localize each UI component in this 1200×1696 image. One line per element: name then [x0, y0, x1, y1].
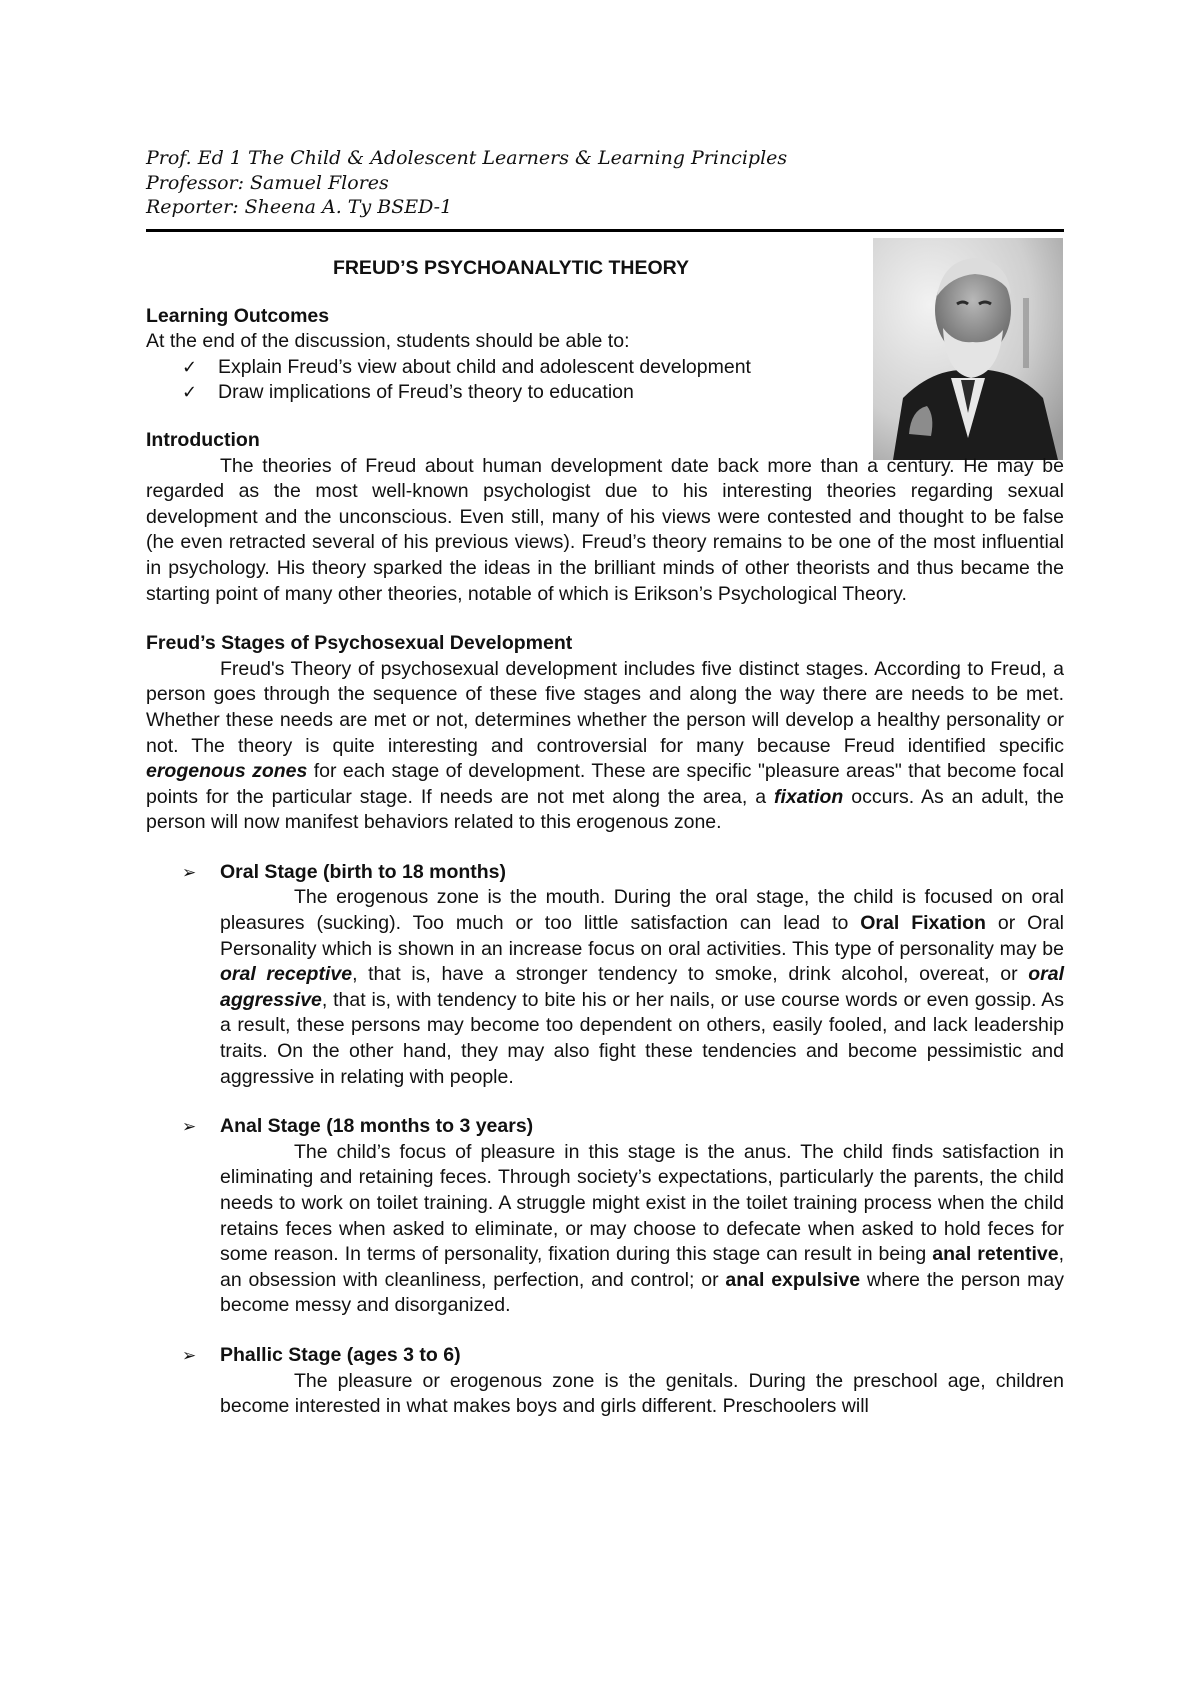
phallic-stage-heading-row — [182, 1343, 1064, 1369]
introduction-paragraph: The theories of Freud about human development date back more than a century. He may be regarded as the most well-known psychologist due to his interesting theories regarding sexual development and the unconscious. Even still, many of his views were contested and thought to be false (he even retracted several of his previous views). Freud’s theory remains to be one of the most influential in psychology. His theory sparked the ideas in the brilliant minds of other theorists and thus became the starting point of many other theories, notable of which is Erikson’s Psychological Theory. — [146, 454, 1064, 605]
arrow-bullet-icon: ➢ — [182, 1345, 197, 1365]
outcomes-list — [146, 355, 1064, 406]
learning-outcomes-section — [146, 304, 1064, 406]
introduction-section — [146, 428, 1064, 607]
oral-stage-heading-row — [182, 860, 1064, 886]
fixation-term: fixation — [774, 785, 844, 808]
header-divider — [146, 229, 1064, 232]
oral-stage-section — [182, 860, 1064, 1090]
stages-paragraph: Freud's Theory of psychosexual development includes five distinct stages. According to Freud, a person goes through the sequence of these five stages and along the way there are needs to be met. Whether these needs are met or not, determines whether the person will develop a healthy personality or not. The theory is quite interesting and controversial for many because Freud identified specific erogenous zones for each stage of development. These are specific "pleasure areas" that become focal points for the particular stage. If needs are not met along the area, a fixation occurs. As an adult, the person will now manifest behaviors related to this erogenous zone. — [146, 657, 1064, 834]
anal-stage-heading: Anal Stage (18 months to 3 years) — [220, 1115, 534, 1138]
learning-outcomes-heading: Learning Outcomes — [146, 304, 330, 327]
arrow-bullet-icon: ➢ — [182, 1117, 197, 1137]
phallic-stage-heading: Phallic Stage (ages 3 to 6) — [220, 1343, 461, 1366]
professor-line: Professor: Samuel Flores — [146, 171, 389, 194]
oral-stage-heading: Oral Stage (birth to 18 months) — [220, 860, 507, 883]
checkmark-icon: ✓ — [182, 356, 198, 377]
checkmark-icon: ✓ — [182, 382, 198, 403]
introduction-heading: Introduction — [146, 428, 260, 451]
oral-stage-paragraph: The erogenous zone is the mouth. During the oral stage, the child is focused on oral pleasures (sucking). Too much or too little satisfaction can lead to Oral Fixation or Oral Personality which is shown in an increase focus on oral activities. This type of personality may be oral receptive, that is, have a stronger tendency to smoke, drink alcohol, overeat, or oral aggressive, that is, with tendency to bite his or her nails, or use course words or even gossip. As a result, these persons may become too dependent on others, easily fooled, and lack leadership traits. On the other hand, they may also fight these tendencies and become pessimistic and aggressive in relating with people. — [220, 886, 1064, 1088]
anal-stage-section — [182, 1114, 1064, 1319]
reporter-line: Reporter: Sheena A. Ty BSED-1 — [146, 196, 453, 218]
erogenous-zones-term: erogenous zones — [146, 760, 308, 783]
list-item — [182, 355, 1064, 381]
phallic-stage-paragraph: The pleasure or erogenous zone is the genitals. During the preschool age, children become interested in what makes boys and girls different. Preschoolers will — [220, 1369, 1064, 1418]
page-title: FREUD’S PSYCHOANALYTIC THEORY — [332, 257, 690, 279]
stages-overview-section — [146, 631, 1064, 836]
outcome-text: Draw implications of Freud’s theory to education — [218, 381, 634, 404]
anal-stage-heading-row — [182, 1114, 1064, 1140]
outcome-text: Explain Freud’s view about child and adolescent development — [218, 355, 751, 378]
document-header — [146, 146, 1066, 220]
arrow-bullet-icon: ➢ — [182, 862, 197, 882]
list-item — [182, 380, 1064, 406]
anal-stage-paragraph: The child’s focus of pleasure in this stage is the anus. The child finds satisfaction in eliminating and retaining feces. Through society’s expectations, particularly the parents, the child needs to work on toilet training. A struggle might exist in the toilet training process when the child retains feces when asked to eliminate, or may choose to defecate when asked to hold feces for some reason. In terms of personality, fixation during this stage can result in being anal retentive, an obsession with cleanliness, perfection, and control; or anal expulsive where the person may become messy and disorganized. — [220, 1140, 1065, 1317]
stages-heading: Freud’s Stages of Psychosexual Development — [146, 632, 573, 655]
learning-outcomes-intro: At the end of the discussion, students should be able to: — [146, 330, 630, 353]
document-body — [146, 256, 1064, 1420]
course-line: Prof. Ed 1 The Child & Adolescent Learners & Learning Principles — [146, 147, 788, 169]
phallic-stage-section — [182, 1343, 1064, 1420]
